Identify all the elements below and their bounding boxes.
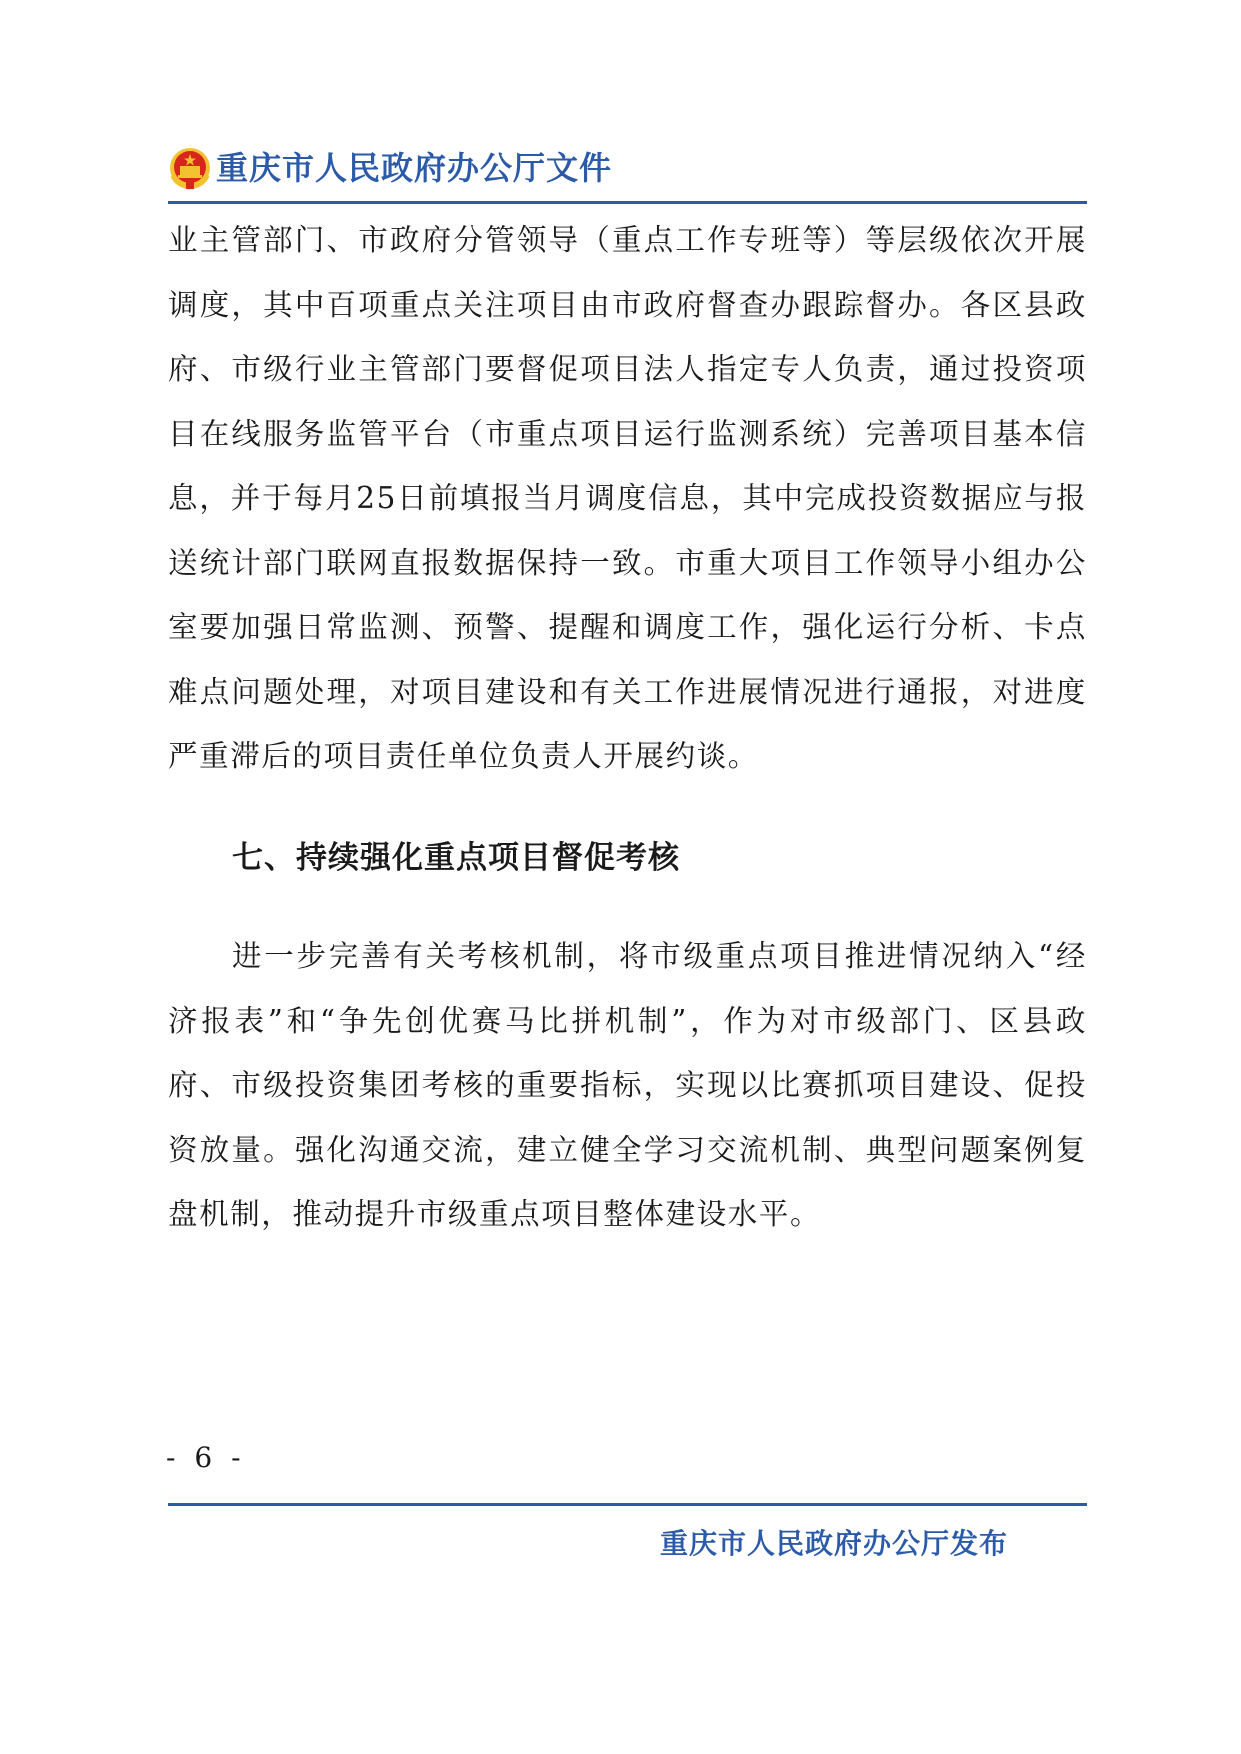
footer-publisher: 重庆市人民政府办公厅发布: [660, 1527, 1009, 1560]
national-emblem-icon: [168, 146, 212, 190]
document-header: [168, 140, 1088, 206]
footer-divider: [168, 1503, 1087, 1506]
body-paragraph-2: 进一步完善有关考核机制，将市级重点项目推进情况纳入“经济报表”和“争先创优赛马比拼机制”，作为对市级部门、区县政府、市级投资集团考核的重要指标，实现以比赛抓项目建设、促投资放量。强化沟通交流，建立健全学习交流机制、典型问题案例复盘机制，推动提升市级重点项目整体建设水平。: [168, 939, 1087, 1231]
header-title: 重庆市人民政府办公厅文件: [216, 149, 613, 187]
body-paragraph-1: 业主管部门、市政府分管领导（重点工作专班等）等层级依次开展调度，其中百项重点关注项目由市政府督查办跟踪督办。各区县政府、市级行业主管部门要督促项目法人指定专人负责，通过投资项目在线服务监管平台（市重点项目运行监测系统）完善项目基本信息，并于每月25日前填报当月调度信息，其中完成投资数据应与报送统计部门联网直报数据保持一致。市重大项目工作领导小组办公室要加强日常监测、预警、提醒和调度工作，强化运行分析、卡点难点问题处理，对项目建设和有关工作进展情况进行通报，对进度严重滞后的项目责任单位负责人开展约谈。: [168, 223, 1087, 773]
header-divider: [168, 201, 1087, 204]
section-heading: 七、持续强化重点项目督促考核: [232, 840, 680, 876]
page-number: - 6 -: [166, 1441, 246, 1474]
